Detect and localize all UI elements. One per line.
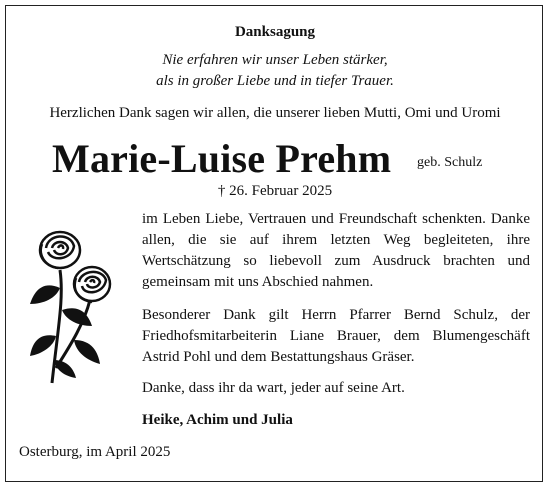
maiden-name: geb. Schulz [417,155,483,170]
notice-quote [0,50,550,92]
place-date: Osterburg, im April 2025 [19,444,171,460]
roses-drawing-icon [22,218,132,388]
thanks-paragraph-1: im Leben Liebe, Vertrauen und Freundschaft schenkten. Danke allen, die sie auf ihrem letzten Weg begleiteten, ihre Wertschätzung so liebevoll zum Ausdruck brachten und gemeinsam mit uns Abschied nahmen. [142,211,530,290]
deceased-name: Marie-Luise Prehm [52,136,392,181]
intro-text: Herzlichen Dank sagen wir allen, die unserer lieben Mutti, Omi und Uromi [49,105,501,121]
quote-line-1: Nie erfahren wir unser Leben stärker, [162,52,388,68]
signature: Heike, Achim und Julia [142,412,293,428]
thanks-paragraph-3: Danke, dass ihr da wart, jeder auf seine Art. [142,380,405,396]
quote-line-2: als in großer Liebe und in tiefer Trauer. [156,73,394,89]
notice-heading: Danksagung [234,24,316,40]
death-date: † 26. Februar 2025 [217,183,333,199]
thanks-paragraph-2: Besonderer Dank gilt Herrn Pfarrer Bernd Schulz, der Friedhofsmitarbeiterin Liane Brauer, dem Blumengeschäft Astrid Pohl und dem Bestattungshaus Gräser. [142,307,530,365]
